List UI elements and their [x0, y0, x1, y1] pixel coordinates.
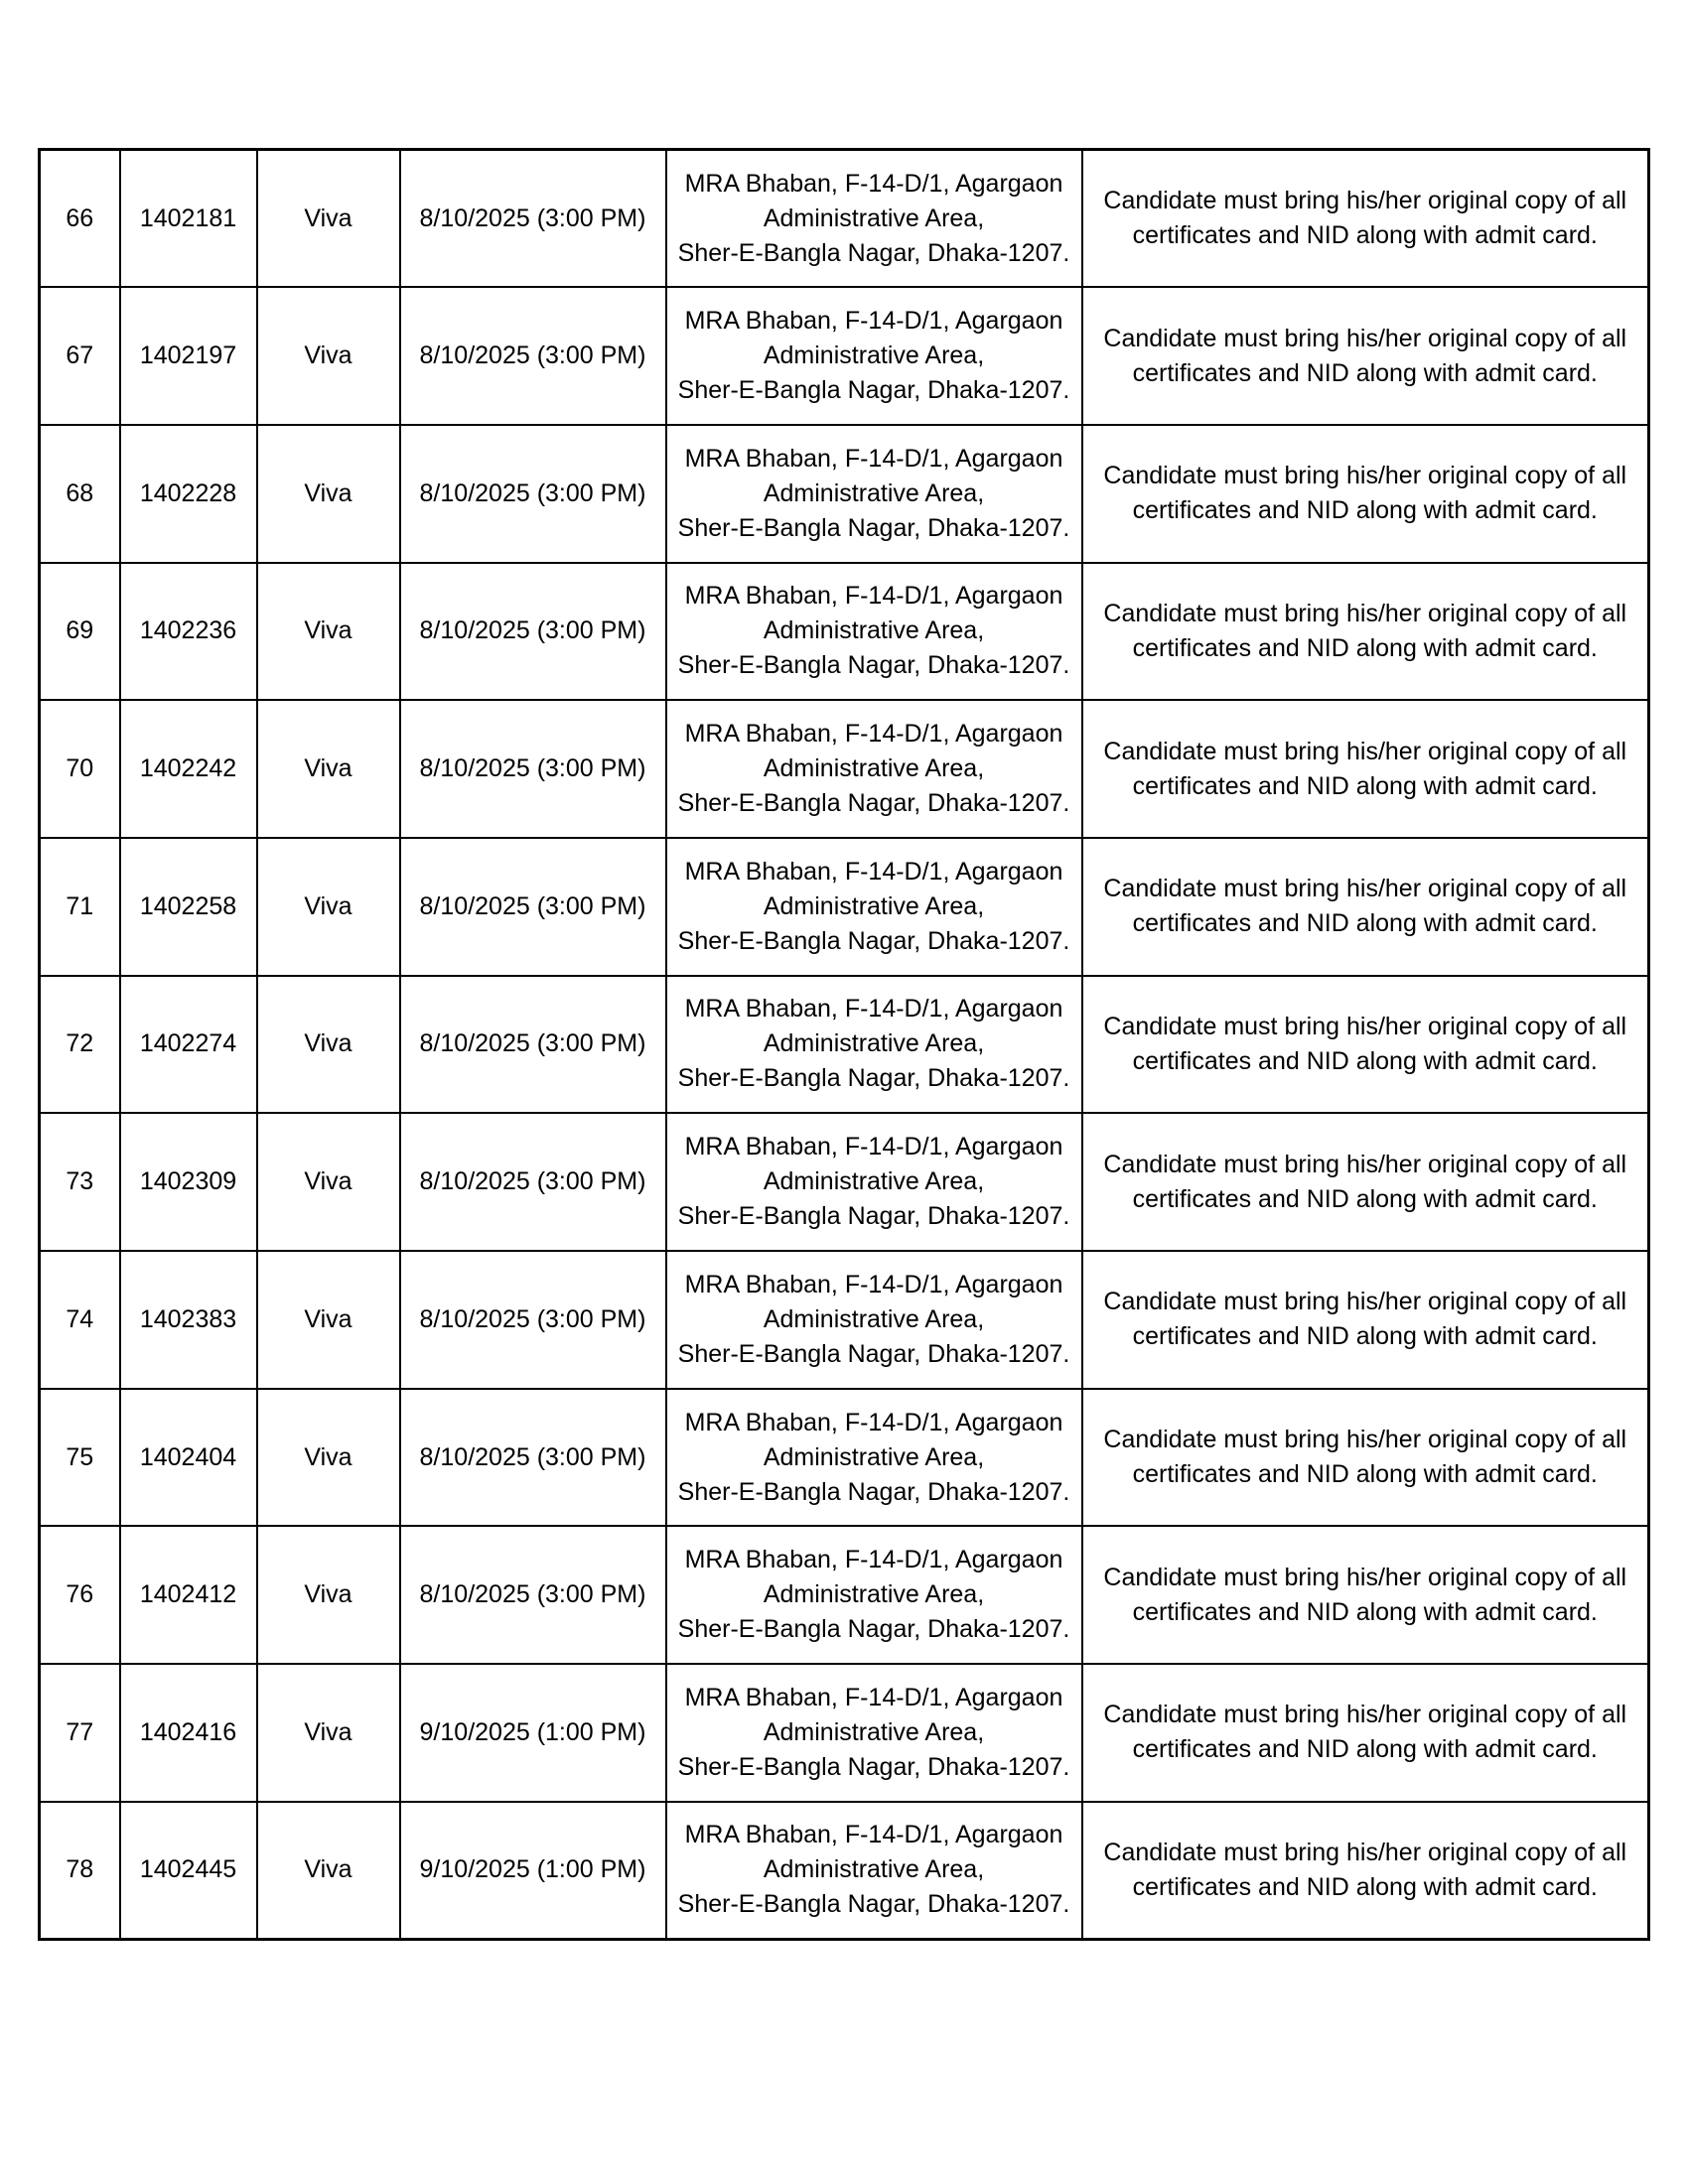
note-text: Candidate must bring his/her original copy of all certificates and NID along with admit card.	[1103, 599, 1627, 662]
note-text: Candidate must bring his/her original copy of all certificates and NID along with admit card.	[1103, 1150, 1627, 1213]
exam-type-cell: Viva	[257, 1802, 400, 1940]
venue-cell	[666, 563, 1082, 701]
note-cell	[1082, 838, 1649, 976]
venue-line-3: Sher-E-Bangla Nagar, Dhaka-1207.	[677, 926, 1070, 955]
serial-number-cell: 78	[40, 1802, 120, 1940]
roll-number-cell: 1402383	[120, 1251, 257, 1389]
exam-type-cell: Viva	[257, 287, 400, 425]
note-text: Candidate must bring his/her original copy of all certificates and NID along with admit card.	[1103, 324, 1627, 387]
venue-line-3: Sher-E-Bangla Nagar, Dhaka-1207.	[677, 1064, 1070, 1093]
roll-number-cell: 1402228	[120, 425, 257, 563]
roll-number-cell: 1402181	[120, 150, 257, 288]
exam-type-cell: Viva	[257, 976, 400, 1114]
venue-line-2: Administrative Area,	[763, 1580, 985, 1609]
note-text: Candidate must bring his/her original copy of all certificates and NID along with admit card.	[1103, 1288, 1627, 1351]
note-cell	[1082, 1389, 1649, 1527]
note-cell	[1082, 150, 1649, 288]
table-row	[40, 425, 1649, 563]
venue-line-2: Administrative Area,	[763, 478, 985, 507]
roll-number-cell: 1402404	[120, 1389, 257, 1527]
exam-schedule-cell: 8/10/2025 (3:00 PM)	[400, 1526, 666, 1664]
venue-cell	[666, 700, 1082, 838]
venue-line-3: Sher-E-Bangla Nagar, Dhaka-1207.	[677, 789, 1070, 818]
note-cell	[1082, 287, 1649, 425]
exam-type-cell: Viva	[257, 150, 400, 288]
table-row	[40, 700, 1649, 838]
venue-line-2: Administrative Area,	[763, 341, 985, 370]
note-text: Candidate must bring his/her original copy of all certificates and NID along with admit card.	[1103, 1012, 1627, 1075]
exam-schedule-cell: 8/10/2025 (3:00 PM)	[400, 1389, 666, 1527]
serial-number-cell: 66	[40, 150, 120, 288]
roll-number-cell: 1402242	[120, 700, 257, 838]
venue-line-1: MRA Bhaban, F-14-D/1, Agargaon	[684, 1821, 1063, 1849]
exam-type-cell: Viva	[257, 1113, 400, 1251]
exam-schedule-cell: 8/10/2025 (3:00 PM)	[400, 838, 666, 976]
roll-number-cell: 1402309	[120, 1113, 257, 1251]
note-text: Candidate must bring his/her original copy of all certificates and NID along with admit card.	[1103, 1426, 1627, 1489]
serial-number-cell: 69	[40, 563, 120, 701]
venue-cell	[666, 1113, 1082, 1251]
venue-line-1: MRA Bhaban, F-14-D/1, Agargaon	[684, 1683, 1063, 1711]
venue-line-1: MRA Bhaban, F-14-D/1, Agargaon	[684, 857, 1063, 886]
venue-cell	[666, 1389, 1082, 1527]
venue-line-3: Sher-E-Bangla Nagar, Dhaka-1207.	[677, 1477, 1070, 1506]
roll-number-cell: 1402416	[120, 1664, 257, 1802]
exam-schedule-cell: 9/10/2025 (1:00 PM)	[400, 1664, 666, 1802]
table-row	[40, 1251, 1649, 1389]
venue-cell	[666, 287, 1082, 425]
venue-cell	[666, 1664, 1082, 1802]
venue-line-3: Sher-E-Bangla Nagar, Dhaka-1207.	[677, 238, 1070, 267]
exam-type-cell: Viva	[257, 425, 400, 563]
exam-schedule-cell: 8/10/2025 (3:00 PM)	[400, 425, 666, 563]
venue-line-2: Administrative Area,	[763, 1442, 985, 1471]
exam-schedule-cell: 8/10/2025 (3:00 PM)	[400, 700, 666, 838]
note-text: Candidate must bring his/her original copy of all certificates and NID along with admit card.	[1103, 1838, 1627, 1901]
venue-line-2: Administrative Area,	[763, 204, 985, 232]
venue-cell	[666, 1251, 1082, 1389]
venue-cell	[666, 150, 1082, 288]
roll-number-cell: 1402445	[120, 1802, 257, 1940]
venue-line-1: MRA Bhaban, F-14-D/1, Agargaon	[684, 720, 1063, 749]
table-row	[40, 838, 1649, 976]
roll-number-cell: 1402236	[120, 563, 257, 701]
note-cell	[1082, 1251, 1649, 1389]
venue-cell	[666, 1802, 1082, 1940]
note-text: Candidate must bring his/her original copy of all certificates and NID along with admit card.	[1103, 875, 1627, 938]
serial-number-cell: 68	[40, 425, 120, 563]
venue-line-2: Administrative Area,	[763, 616, 985, 645]
venue-line-1: MRA Bhaban, F-14-D/1, Agargaon	[684, 169, 1063, 198]
table-row	[40, 150, 1649, 288]
serial-number-cell: 70	[40, 700, 120, 838]
table-row	[40, 1113, 1649, 1251]
table-row	[40, 976, 1649, 1114]
note-cell	[1082, 425, 1649, 563]
exam-schedule-cell: 8/10/2025 (3:00 PM)	[400, 1251, 666, 1389]
venue-line-1: MRA Bhaban, F-14-D/1, Agargaon	[684, 995, 1063, 1024]
table-row	[40, 287, 1649, 425]
serial-number-cell: 74	[40, 1251, 120, 1389]
note-cell	[1082, 700, 1649, 838]
venue-cell	[666, 425, 1082, 563]
exam-type-cell: Viva	[257, 1664, 400, 1802]
serial-number-cell: 75	[40, 1389, 120, 1527]
note-text: Candidate must bring his/her original copy of all certificates and NID along with admit card.	[1103, 1563, 1627, 1626]
venue-line-1: MRA Bhaban, F-14-D/1, Agargaon	[684, 1133, 1063, 1161]
exam-type-cell: Viva	[257, 700, 400, 838]
note-cell	[1082, 1526, 1649, 1664]
exam-schedule-cell: 9/10/2025 (1:00 PM)	[400, 1802, 666, 1940]
venue-line-2: Administrative Area,	[763, 891, 985, 920]
exam-type-cell: Viva	[257, 838, 400, 976]
table-row	[40, 1802, 1649, 1940]
table-row	[40, 1526, 1649, 1664]
table-row	[40, 1389, 1649, 1527]
viva-schedule-table	[38, 148, 1650, 1941]
table-row	[40, 1664, 1649, 1802]
venue-line-2: Administrative Area,	[763, 1855, 985, 1884]
venue-line-3: Sher-E-Bangla Nagar, Dhaka-1207.	[677, 1202, 1070, 1231]
note-text: Candidate must bring his/her original copy of all certificates and NID along with admit card.	[1103, 737, 1627, 800]
venue-line-3: Sher-E-Bangla Nagar, Dhaka-1207.	[677, 513, 1070, 542]
note-text: Candidate must bring his/her original copy of all certificates and NID along with admit card.	[1103, 187, 1627, 250]
venue-line-1: MRA Bhaban, F-14-D/1, Agargaon	[684, 1546, 1063, 1574]
venue-line-3: Sher-E-Bangla Nagar, Dhaka-1207.	[677, 1615, 1070, 1644]
exam-schedule-cell: 8/10/2025 (3:00 PM)	[400, 287, 666, 425]
serial-number-cell: 77	[40, 1664, 120, 1802]
table-row	[40, 563, 1649, 701]
viva-schedule-table-body	[40, 150, 1649, 1940]
venue-line-1: MRA Bhaban, F-14-D/1, Agargaon	[684, 1408, 1063, 1436]
note-cell	[1082, 1802, 1649, 1940]
venue-line-3: Sher-E-Bangla Nagar, Dhaka-1207.	[677, 1890, 1070, 1919]
serial-number-cell: 76	[40, 1526, 120, 1664]
venue-line-1: MRA Bhaban, F-14-D/1, Agargaon	[684, 582, 1063, 611]
venue-line-3: Sher-E-Bangla Nagar, Dhaka-1207.	[677, 1339, 1070, 1368]
exam-schedule-cell: 8/10/2025 (3:00 PM)	[400, 563, 666, 701]
note-text: Candidate must bring his/her original copy of all certificates and NID along with admit card.	[1103, 462, 1627, 525]
note-cell	[1082, 1664, 1649, 1802]
note-cell	[1082, 563, 1649, 701]
roll-number-cell: 1402274	[120, 976, 257, 1114]
venue-line-3: Sher-E-Bangla Nagar, Dhaka-1207.	[677, 376, 1070, 405]
venue-line-2: Administrative Area,	[763, 1717, 985, 1746]
exam-schedule-cell: 8/10/2025 (3:00 PM)	[400, 976, 666, 1114]
venue-cell	[666, 1526, 1082, 1664]
exam-type-cell: Viva	[257, 1526, 400, 1664]
venue-line-2: Administrative Area,	[763, 1304, 985, 1333]
venue-line-1: MRA Bhaban, F-14-D/1, Agargaon	[684, 444, 1063, 473]
note-cell	[1082, 1113, 1649, 1251]
venue-line-2: Administrative Area,	[763, 1167, 985, 1196]
note-cell	[1082, 976, 1649, 1114]
roll-number-cell: 1402197	[120, 287, 257, 425]
serial-number-cell: 67	[40, 287, 120, 425]
venue-line-1: MRA Bhaban, F-14-D/1, Agargaon	[684, 307, 1063, 336]
venue-line-1: MRA Bhaban, F-14-D/1, Agargaon	[684, 1270, 1063, 1298]
venue-line-3: Sher-E-Bangla Nagar, Dhaka-1207.	[677, 1752, 1070, 1781]
serial-number-cell: 72	[40, 976, 120, 1114]
roll-number-cell: 1402258	[120, 838, 257, 976]
exam-type-cell: Viva	[257, 1389, 400, 1527]
venue-line-3: Sher-E-Bangla Nagar, Dhaka-1207.	[677, 651, 1070, 680]
venue-line-2: Administrative Area,	[763, 1029, 985, 1058]
serial-number-cell: 73	[40, 1113, 120, 1251]
exam-schedule-cell: 8/10/2025 (3:00 PM)	[400, 1113, 666, 1251]
venue-line-2: Administrative Area,	[763, 754, 985, 783]
roll-number-cell: 1402412	[120, 1526, 257, 1664]
exam-schedule-cell: 8/10/2025 (3:00 PM)	[400, 150, 666, 288]
exam-type-cell: Viva	[257, 563, 400, 701]
note-text: Candidate must bring his/her original copy of all certificates and NID along with admit card.	[1103, 1701, 1627, 1764]
venue-cell	[666, 976, 1082, 1114]
venue-cell	[666, 838, 1082, 976]
serial-number-cell: 71	[40, 838, 120, 976]
exam-type-cell: Viva	[257, 1251, 400, 1389]
